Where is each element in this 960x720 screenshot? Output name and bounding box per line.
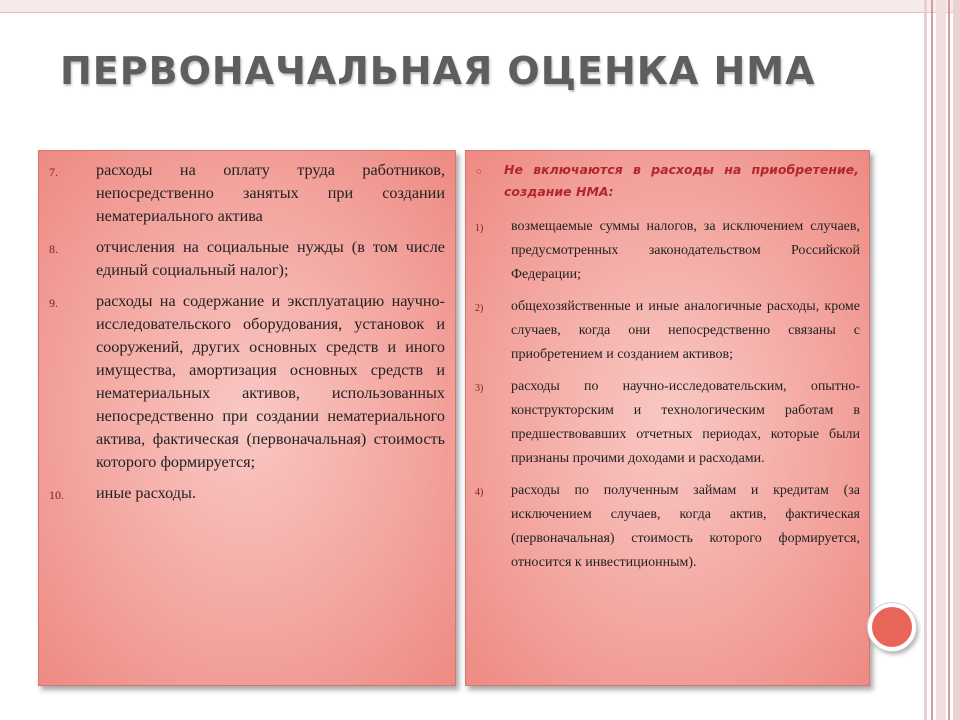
right-list bbox=[466, 203, 869, 575]
circle-bullet-icon: ◦ bbox=[475, 165, 483, 179]
item-text: расходы по полученным займам и кредитам (за исключением случаев, когда актив, фактическая (первоначальная) стоимость которого формируется, относится к инвестиционным). bbox=[511, 483, 860, 570]
slide-title: ПЕРВОНАЧАЛЬНАЯ ОЦЕНКА НМА bbox=[60, 49, 816, 93]
decorative-circle-icon bbox=[868, 603, 916, 651]
item-number: 9. bbox=[49, 296, 58, 310]
list-item bbox=[466, 375, 860, 471]
list-item bbox=[466, 295, 860, 367]
item-number: 1) bbox=[475, 223, 484, 234]
item-number: 4) bbox=[475, 487, 484, 498]
item-number: 8. bbox=[49, 242, 58, 256]
decorative-stripes bbox=[924, 0, 960, 720]
heading-text: Не включаются в расходы на приобретение, создание НМА: bbox=[504, 162, 859, 199]
item-text: общехозяйственные и иные аналогичные расходы, кроме случаев, когда они непосредственно связаны с приобретением и созданием активов; bbox=[511, 299, 860, 362]
left-list bbox=[39, 151, 455, 505]
list-item bbox=[39, 482, 445, 505]
item-text: возмещаемые суммы налогов, за исключением случаев, предусмотренных законодательством Российской Федерации; bbox=[511, 219, 860, 282]
list-item bbox=[39, 290, 445, 474]
item-number: 7. bbox=[49, 165, 58, 179]
right-panel bbox=[465, 150, 870, 686]
exclusions-heading bbox=[466, 151, 869, 203]
list-item bbox=[39, 236, 445, 282]
list-item bbox=[466, 215, 860, 287]
item-text: отчисления на социальные нужды (в том числе единый социальный налог); bbox=[96, 238, 445, 279]
left-panel bbox=[38, 150, 456, 686]
item-number: 2) bbox=[475, 303, 484, 314]
item-text: расходы по научно-исследовательским, опытно-конструкторским и технологическим работам в предшествовавших отчетных периодах, которые были признаны прочими доходами и расходами. bbox=[511, 379, 860, 466]
item-text: расходы на содержание и эксплуатацию научно-исследовательского оборудования, установок и сооружений, других основных средств и иного имущества, амортизация основных средств и нематериальных активов, использованных непосредственно при создании нематериального актива, фактическая (первоначальная) стоимость которого формируется; bbox=[96, 292, 445, 471]
list-item bbox=[39, 159, 445, 228]
item-number: 3) bbox=[475, 383, 484, 394]
list-item bbox=[466, 479, 860, 575]
item-text: иные расходы. bbox=[96, 484, 196, 502]
top-frame bbox=[0, 0, 960, 13]
item-text: расходы на оплату труда работников, непосредственно занятых при создании нематериального актива bbox=[96, 161, 445, 225]
item-number: 10. bbox=[49, 488, 64, 502]
